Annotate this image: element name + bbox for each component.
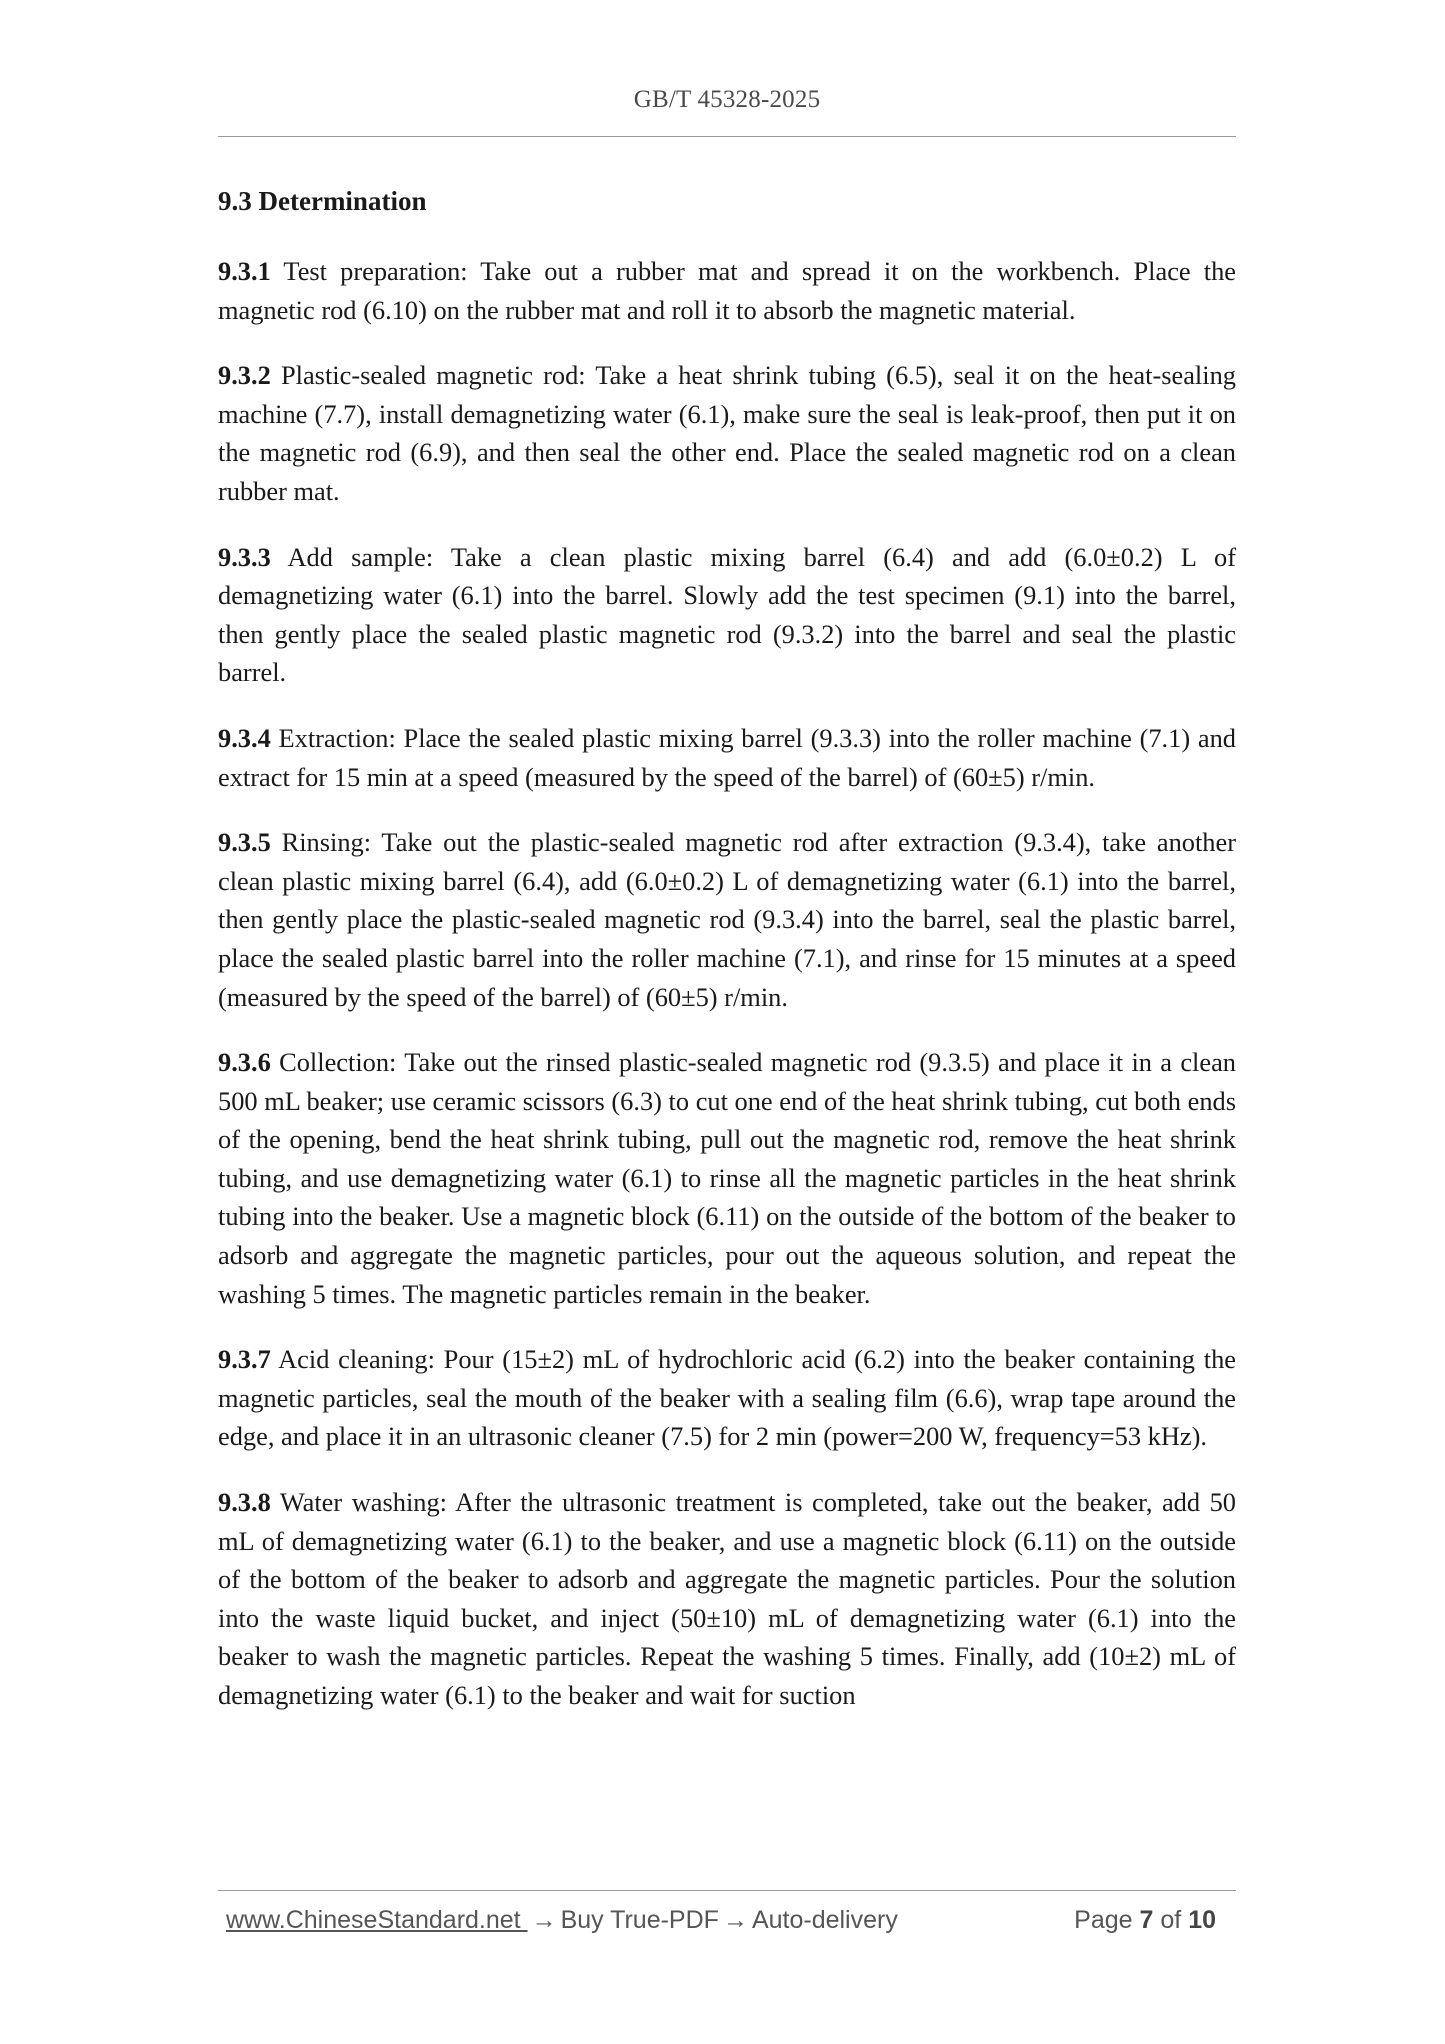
page-indicator — [1074, 1906, 1216, 1935]
clause-9-3-3 — [218, 538, 1236, 692]
clause-9-3-8 — [218, 1483, 1236, 1715]
website-link[interactable]: www.ChineseStandard.net — [226, 1906, 528, 1934]
clause-text: Water washing: After the ultrasonic treatment is completed, take out the beaker, add 50 mL of demagnetizing water (6.1) to the beaker, and use a magnetic block (6.11) on the outside of the bottom of the beaker to adsorb and aggregate the magnetic particles. Pour the solution into the waste liquid bucket, and inject (50±10) mL of demagnetizing water (6.1) into the beaker to wash the magnetic particles. Repeat the washing 5 times. Finally, add (10±2) mL of demagnetizing water (6.1) to the beaker and wait for suction — [218, 1487, 1236, 1710]
page-footer — [226, 1906, 1226, 1942]
header-divider — [218, 136, 1236, 137]
current-page-number: 7 — [1139, 1906, 1154, 1934]
clause-text: Add sample: Take a clean plastic mixing barrel (6.4) and add (6.0±0.2) L of demagnetizing water (6.1) into the barrel. Slowly add the test specimen (9.1) into the barrel, then gently place the sealed plastic magnetic rod (9.3.2) into the barrel and seal the plastic barrel. — [218, 541, 1236, 688]
page-label: Page — [1074, 1906, 1133, 1934]
clause-text: Plastic-sealed magnetic rod: Take a heat shrink tubing (6.5), seal it on the heat-sealing machine (7.7), install demagnetizing water (6.1), make sure the seal is leak-proof, then put it on the magnetic rod (6.9), and then seal the other end. Place the sealed magnetic rod on a clean rubber mat. — [218, 360, 1236, 506]
footer-promo — [226, 1906, 898, 1935]
clause-number: 9.3.6 — [218, 1047, 271, 1078]
arrow-right-icon: → — [531, 1906, 557, 1934]
total-pages-number: 10 — [1188, 1906, 1216, 1934]
clause-9-3-1 — [218, 252, 1236, 329]
clause-number: 9.3.1 — [218, 256, 271, 286]
auto-delivery-text: Auto-delivery — [751, 1906, 898, 1934]
footer-divider — [218, 1890, 1236, 1891]
clause-number: 9.3.2 — [218, 360, 271, 391]
clause-text: Rinsing: Take out the plastic-sealed magnetic rod after extraction (9.3.4), take another clean plastic mixing barrel (6.4), add (6.0±0.2) L of demagnetizing water (6.1) into the barrel, then gently place the plastic-sealed magnetic rod (9.3.4) into the barrel, seal the plastic barrel, place the sealed plastic barrel into the roller machine (7.1), and rinse for 15 minutes at a speed (measured by the speed of the barrel) of (60±5) r/min. — [218, 827, 1236, 1012]
clause-number: 9.3.8 — [218, 1487, 271, 1518]
document-id-header: GB/T 45328-2025 — [633, 86, 821, 113]
document-body — [218, 184, 1236, 1742]
clause-9-3-2 — [218, 356, 1236, 510]
clause-text: Test preparation: Take out a rubber mat and spread it on the workbench. Place the magnetic rod (6.10) on the rubber mat and roll it to absorb the magnetic material. — [218, 256, 1236, 325]
section-heading: 9.3 Determination — [218, 186, 427, 216]
clause-text: Collection: Take out the rinsed plastic-sealed magnetic rod (9.3.5) and place it in a clean 500 mL beaker; use ceramic scissors (6.3) to cut one end of the heat shrink tubing, cut both ends of the opening, bend the heat shrink tubing, pull out the magnetic rod, remove the heat shrink tubing, and use demagnetizing water (6.1) to rinse all the magnetic particles in the heat shrink tubing into the beaker. Use a magnetic block (6.11) on the outside of the bottom of the beaker to adsorb and aggregate the magnetic particles, pour out the aqueous solution, and repeat the washing 5 times. The magnetic particles remain in the beaker. — [218, 1047, 1236, 1309]
buy-true-pdf-text: Buy True-PDF — [560, 1906, 719, 1934]
clause-text: Acid cleaning: Pour (15±2) mL of hydrochloric acid (6.2) into the beaker containing the magnetic particles, seal the mouth of the beaker with a sealing film (6.6), wrap tape around the edge, and place it in an ultrasonic cleaner (7.5) for 2 min (power=200 W, frequency=53 kHz). — [218, 1344, 1236, 1452]
clause-number: 9.3.4 — [218, 722, 271, 753]
arrow-right-icon: → — [722, 1906, 748, 1934]
clause-9-3-7 — [218, 1340, 1236, 1456]
clause-9-3-5 — [218, 823, 1236, 1016]
clause-9-3-4 — [218, 719, 1236, 796]
clause-number: 9.3.3 — [218, 541, 271, 572]
clause-9-3-6 — [218, 1043, 1236, 1313]
clause-text: Extraction: Place the sealed plastic mixing barrel (9.3.3) into the roller machine (7.1) and extract for 15 min at a speed (measured by the speed of the barrel) of (60±5) r/min. — [218, 722, 1236, 792]
of-label: of — [1160, 1906, 1182, 1934]
clause-number: 9.3.7 — [218, 1344, 271, 1375]
clause-number: 9.3.5 — [218, 827, 271, 858]
